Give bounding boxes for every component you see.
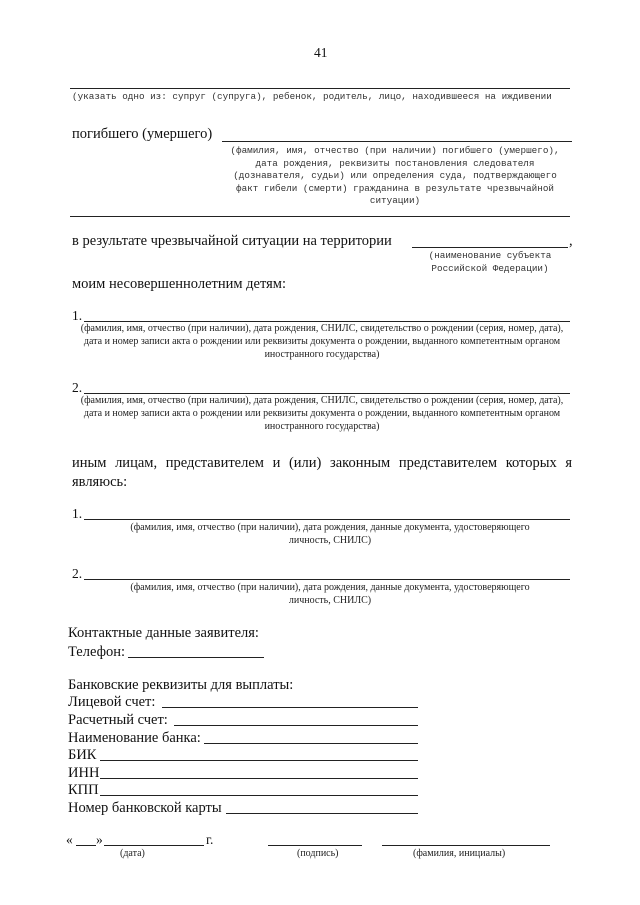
kpp-label: КПП [68,782,99,798]
deceased-hint: (фамилия, имя, отчество (при наличии) погибшего (умершего), дата рождения, реквизиты постановления следователя (дознавателя, судьи) или определения суда, подтверждающего факт гибели (смерти) гражданина в результате чрезвычайной ситуации) [230,145,560,206]
bank-label: Банковские реквизиты для выплаты: [68,677,294,693]
bank-name-field[interactable] [204,743,418,744]
relation-field[interactable] [70,88,570,89]
phone-field[interactable] [128,657,264,658]
children-label: моим несовершеннолетним детям: [72,276,287,292]
card-number-field[interactable] [226,813,418,814]
child-1-hint: (фамилия, имя, отчество (при наличии), дата рождения, СНИЛС, свидетельство о рождении (серия, номер, дата), дата и номер записи акта о рождении или реквизиты документа о рождении, выданного компетентным органом иностранного государства) [80,323,564,360]
child-2-hint: (фамилия, имя, отчество (при наличии), дата рождения, СНИЛС, свидетельство о рождении (серия, номер, дата), дата и номер записи акта о рождении или реквизиты документа о рождении, выданного компетентным органом иностранного государства) [80,395,564,432]
settlement-account-label: Расчетный счет: [68,712,168,728]
kpp-field[interactable] [100,795,418,796]
contacts-label: Контактные данные заявителя: [68,625,259,641]
others-label: иным лицам, представителем и (или) законным представителем которых я являюсь: [72,455,572,490]
other-1-hint: (фамилия, имя, отчество (при наличии), дата рождения, данные документа, удостоверяющего личность, СНИЛС) [130,522,530,546]
page-number: 41 [314,45,328,60]
territory-hint: (наименование субъекта Российской Федерации) [428,250,552,274]
other-2-number: 2. [72,566,83,581]
deceased-field-extra[interactable] [70,216,570,217]
relation-hint: (указать одно из: супруг (супруга), ребенок, родитель, лицо, находившееся на иждивении [72,91,552,102]
bik-field[interactable] [100,760,418,761]
other-2-hint: (фамилия, имя, отчество (при наличии), дата рождения, данные документа, удостоверяющего личность, СНИЛС) [130,582,530,606]
other-1-number: 1. [72,506,83,521]
other-1-field[interactable] [84,519,570,520]
settlement-account-field[interactable] [174,725,418,726]
signature-caption: (подпись) [297,848,339,859]
bank-account-label: Лицевой счет: [68,694,156,710]
child-1-number: 1. [72,308,83,323]
deceased-field[interactable] [222,141,572,142]
territory-field[interactable] [412,247,568,248]
territory-label: в результате чрезвычайной ситуации на территории [72,233,392,249]
child-2-number: 2. [72,380,83,395]
signature-field[interactable] [268,845,362,846]
name-initials-field[interactable] [382,845,550,846]
deceased-label: погибшего (умершего) [72,126,213,142]
year-suffix: г. [206,832,214,847]
bik-label: БИК [68,747,97,763]
bank-account-field[interactable] [162,707,418,708]
date-close-quote: » [96,832,103,847]
inn-field[interactable] [100,778,418,779]
card-number-label: Номер банковской карты [68,800,222,816]
date-month-field[interactable] [104,845,204,846]
other-2-field[interactable] [84,579,570,580]
date-open-quote: « [66,832,73,847]
name-initials-caption: (фамилия, инициалы) [413,848,506,859]
territory-comma: , [569,233,573,249]
bank-name-label: Наименование банка: [68,730,201,746]
date-caption: (дата) [120,848,145,859]
date-day-field[interactable] [76,845,96,846]
inn-label: ИНН [68,765,100,781]
phone-label: Телефон: [68,644,126,660]
